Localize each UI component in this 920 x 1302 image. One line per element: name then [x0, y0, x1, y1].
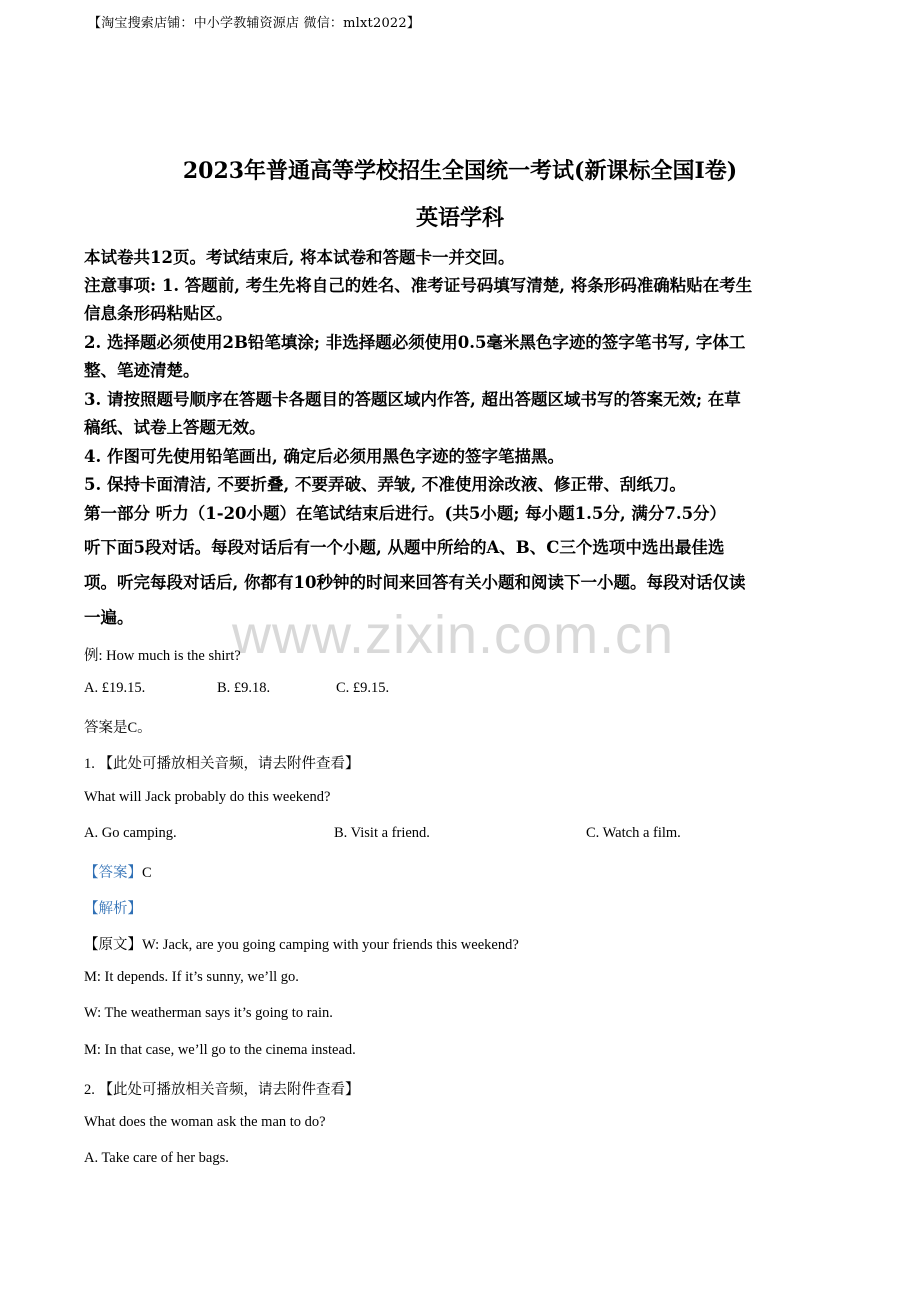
q2-audio-link[interactable]: 2. 【此处可播放相关音频，请去附件查看】 — [84, 1082, 360, 1098]
directions-line: 一遍。 — [84, 608, 134, 627]
directions-line: 听下面5段对话。每段对话后有一个小题, 从题中所给的A、B、C三个选项中选出最佳选 — [84, 538, 725, 557]
example-option-a: A. £19.15. — [84, 680, 146, 696]
q1-analysis-label: 【解析】 — [84, 901, 142, 917]
q2-option-a: A. Take care of her bags. — [84, 1150, 229, 1166]
answer-value: C — [142, 865, 152, 881]
watermark: www.zixin.com.cn — [232, 605, 675, 665]
header-note: 【淘宝搜索店铺：中小学教辅资源店 微信：mlxt2022】 — [88, 16, 421, 31]
instruction-line: 信息条形码粘贴区。 — [84, 304, 233, 323]
directions-line: 项。听完每段对话后, 你都有10秒钟的时间来回答有关小题和阅读下一小题。每段对话仅读 — [84, 573, 746, 592]
instruction-line: 本试卷共12页。考试结束后, 将本试卷和答题卡一并交回。 — [84, 248, 515, 267]
q1-answer — [84, 861, 152, 882]
q1-audio-link[interactable]: 1. 【此处可播放相关音频，请去附件查看】 — [84, 756, 360, 772]
instruction-line: 整、笔迹清楚。 — [84, 361, 200, 380]
transcript-line: W: The weatherman says it’s going to rain. — [84, 1005, 333, 1021]
q1-question: What will Jack probably do this weekend? — [84, 789, 331, 805]
q1-option-c: C. Watch a film. — [586, 825, 681, 841]
example-answer: 答案是C。 — [84, 720, 152, 736]
example-option-c: C. £9.15. — [336, 680, 390, 696]
transcript-line: M: It depends. If it’s sunny, we’ll go. — [84, 969, 299, 985]
transcript-line: M: In that case, we’ll go to the cinema instead. — [84, 1042, 356, 1058]
section-heading: 第一部分 听力（1-20小题）在笔试结束后进行。(共5小题; 每小题1.5分, 满分7.5分） — [84, 504, 727, 523]
q2-question: What does the woman ask the man to do? — [84, 1114, 326, 1130]
q1-option-b: B. Visit a friend. — [334, 825, 430, 841]
example-option-b: B. £9.18. — [217, 680, 271, 696]
instruction-line: 2. 选择题必须使用2B铅笔填涂; 非选择题必须使用0.5毫米黑色字迹的签字笔书写, 字体工 — [84, 333, 746, 352]
answer-label: 【答案】 — [84, 865, 142, 881]
exam-subject: 英语学科 — [415, 205, 504, 231]
example-question: 例: How much is the shirt? — [84, 648, 241, 664]
instruction-line: 注意事项: 1. 答题前, 考生先将自己的姓名、准考证号码填写清楚, 将条形码准确粘贴在考生 — [84, 276, 753, 295]
q1-option-a: A. Go camping. — [84, 825, 177, 841]
instruction-line: 稿纸、试卷上答题无效。 — [84, 418, 266, 437]
instruction-line: 3. 请按照题号顺序在答题卡各题目的答题区域内作答, 超出答题区域书写的答案无效; 在草 — [84, 390, 741, 409]
transcript-line: 【原文】W: Jack, are you going camping with your friends this weekend? — [84, 937, 519, 953]
instruction-line: 5. 保持卡面清洁, 不要折叠, 不要弄破、弄皱, 不准使用涂改液、修正带、刮纸刀。 — [84, 475, 686, 494]
instruction-line: 4. 作图可先使用铅笔画出, 确定后必须用黑色字迹的签字笔描黑。 — [84, 447, 564, 466]
exam-title: 2023年普通高等学校招生全国统一考试(新课标全国Ⅰ卷) — [182, 158, 738, 184]
